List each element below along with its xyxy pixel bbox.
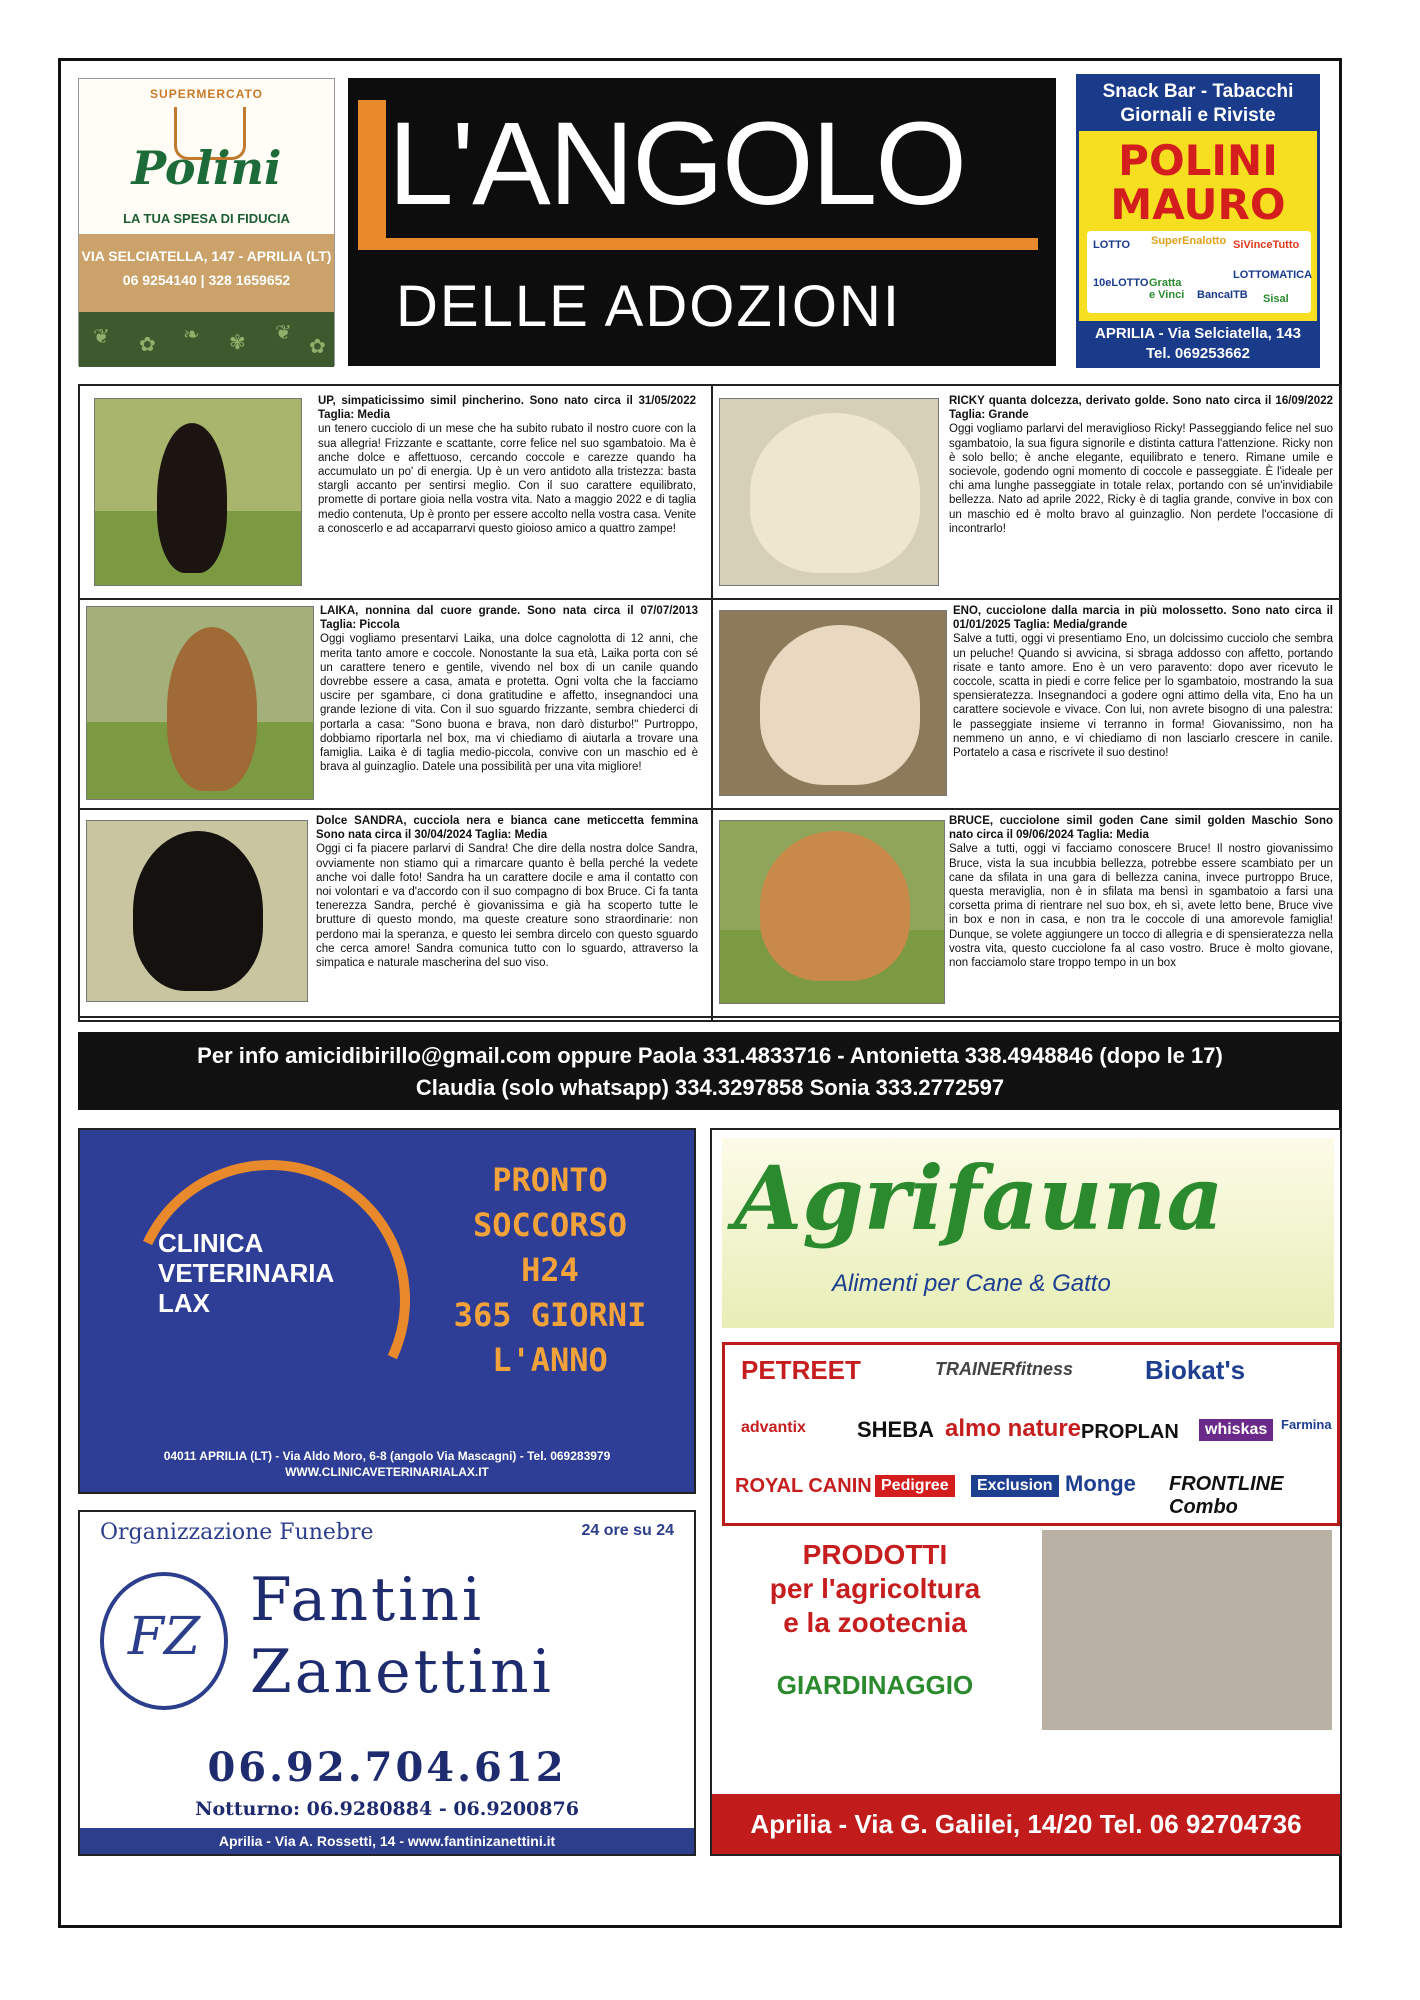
ad-tel: Tel. 069253662 [1146,345,1250,362]
ad-line1: Snack Bar - Tabacchi [1102,81,1294,102]
dog-card-up [80,386,709,596]
page-subtitle: DELLE ADOZIONI [396,274,902,339]
dog-card-laika [80,598,709,806]
game-logo: 10eLOTTO [1093,277,1149,289]
game-logo: LOTTOMATICA [1233,269,1313,281]
game-logo: Sisal [1263,293,1289,305]
shop-photo [1042,1530,1332,1730]
agri-prod4: GIARDINAGGIO [776,1670,974,1700]
dog-card-bruce [713,808,1342,1014]
brand-logo: advantix [741,1419,806,1436]
brand-logo: SHEBA [857,1417,935,1442]
vet-name2: VETERINARIA [158,1258,335,1288]
polini-supermarket-ad [78,78,335,366]
dog-card-sandra [80,808,709,1014]
fz-notturno: Notturno: 06.9280884 - 06.9200876 [195,1798,579,1820]
agri-slogan: Alimenti per Cane & Gatto [832,1270,1111,1297]
dog-description [953,604,1333,760]
brand-logo: PETREET [741,1355,861,1385]
vet-ps1: PRONTO [492,1161,608,1199]
contact-line1: Per info amicidibirillo@gmail.com oppure Paola 331.4833716 - Antonietta 338.4948846 (dopo le 17) [197,1043,1223,1068]
brand-logo: Farmina [1281,1417,1332,1432]
dog-photo [86,606,314,800]
game-logo: Gratta e Vinci [1149,277,1185,301]
dog-title: RICKY quanta dolcezza, derivato golde. Sono nato circa il 16/09/2022 Taglia: Grande [949,395,1333,422]
dog-photo [94,398,302,586]
brand-logo: Pedigree [875,1475,955,1497]
contact-info-bar [78,1032,1342,1110]
dog-title: LAIKA, nonnina dal cuore grande. Sono nata circa il 07/07/2013 Taglia: Piccola [320,605,698,632]
dog-description [316,814,698,970]
brand-logo: FRONTLINE Combo [1169,1473,1284,1518]
dog-body: Salve a tutti, oggi vi presentiamo Eno, un dolcissimo cucciolo che sembra un peluche! Quando si avvicina, si sbraga addosso con affetto, portando risate e tanto amore. Eno è un vero paravento: dopo aver ricevuto le coccole, scatta in piedi e corre felice per lo sgambatoio, mostrando la sua spensieratezza. Insegnandoci a godere ogni attimo della vita, Eno ha un carattere socievole e vivace. Con lui, non avrete bisogno di una palestra: le passeggiate insieme vi terranno in forma! Giovanissimo, non ha nemmeno un anno, e vi chiediamo di non lasciarlo crescere in canile. Portatelo a casa e riscrivete il suo destino! [953,633,1333,760]
dog-title: ENO, cucciolone dalla marcia in più molossetto. Sono nato circa il 01/01/2025 Taglia: Media/grande [953,605,1333,632]
fz-org: Organizzazione Funebre [100,1520,374,1545]
dog-card-eno [713,598,1342,806]
vet-web: WWW.CLINICAVETERINARIALAX.IT [285,1465,489,1479]
brand-logos [722,1342,1340,1526]
brand-logo: almo nature [945,1415,1082,1442]
brand-logo: Exclusion [971,1475,1059,1497]
dog-card-ricky [713,386,1342,596]
game-logo: BancaITB [1197,289,1248,301]
game-logo: LOTTO [1093,239,1131,251]
brand-logo: Monge [1065,1471,1136,1496]
dog-description [949,394,1333,536]
dog-body: Oggi vogliamo parlarvi del meraviglioso Ricky! Passeggiando felice nel suo sgambatoio, la sua figura signorile e distinta cattura l'attenzione. Ricky non è solo bello; è anche elegante, equilibrato e tenero. Rimane umile e socievole, godendo ogni momento di coccole e passeggiate. È l'ideale per chi ama lunghe passeggiate in totale relax, portando con sé un'invidiabile bellezza. Nato ad aprile 2022, Ricky è di taglia grande, convive in box con un maschio ed è molto bravo al guinzaglio. Non perdete l'occasione di incontrarlo! [949,423,1333,535]
agri-footer: Aprilia - Via G. Galilei, 14/20 Tel. 06 92704736 [712,1794,1340,1854]
ad-address: VIA SELCIATELLA, 147 - APRILIA (LT) [81,248,332,264]
fz-h24: 24 ore su 24 [581,1522,674,1539]
dog-photo [719,610,947,796]
vet-ps5: L'ANNO [492,1341,608,1379]
brand-logo: ROYAL CANIN [735,1475,872,1497]
dog-body: un tenero cucciolo di un mese che ha subito rubato il nostro cuore con la sua allegria! Frizzante e scattante, corre felice nel suo sgambatoio. Ma è anche dolce e affettuoso, cercando coccole e carezze quando ha accumulato un po' di energia. Up è un vero antidoto alla tristezza: basta stargli accanto per sentirsi meglio. Con il suo carattere equilibrato, promette di portare gioia nella vostra vita. Nato a maggio 2022 e di taglia medio contenuta, Up è pronto per essere accolto nella vostra casa. Venite a conoscerlo e ad accaparrarvi questo gioioso amico a quattro zampe! [318,423,696,535]
ad-tagline: LA TUA SPESA DI FIDUCIA [123,211,290,226]
dog-photo [719,820,945,1004]
dog-body: Salve a tutti, oggi vi facciamo conoscere Bruce! Il nostro giovanissimo Bruce, vista la sua incubbia bellezza, potrebbe essere scambiato per un cane da sfilata in una gara di bellezza canina, invece purtroppo Bruce, questa meraviglia, non è in sfilata ma bensì in sgambatoio a farsi una corsetta prima di rientrare nel suo box, eh sì, avete letto bene, Bruce vive in box e non in casa, e non tra le coccole di una amorevole famiglia! Dunque, se volete aggiungere un tocco di allegria e di spensieratezza nella vostra vita, questo cucciolone fa al caso vostro. Bruce è molto giovane, non facciamolo stare troppo tempo in un box [949,843,1333,970]
vet-ps2: SOCCORSO [472,1206,628,1244]
contact-line2: Claudia (solo whatsapp) 334.3297858 Sonia 333.2772597 [415,1075,1005,1100]
vet-name1: CLINICA [158,1228,264,1258]
agri-prod2: per l'agricoltura [769,1573,981,1604]
agri-brand: Agrifauna [734,1146,1224,1250]
fz-name1: Fantini [250,1565,485,1635]
dog-title: UP, simpaticissimo simil pincherino. Sono nato circa il 31/05/2022 Taglia: Media [318,395,696,422]
dog-photo [719,398,939,586]
ad-name1: POLINI [1118,136,1278,185]
dog-body: Oggi vogliamo presentarvi Laika, una dolce cagnolotta di 12 anni, che merita tanto amore e coccole. Nonostante la sua età, Laika porta con sé un carattere tenero e gentile, vivendo nel box di un canile quando dovrebbe essere a casa, amata e protetta. Ogni volta che la facciamo uscire per sgambare, ci dona gratitudine e affetto, insegnandoci una grande lezione di vita. Con il suo sguardo frizzante, sembra chiederci di portarla a casa: "Sono buona e brava, non darò disturbo!" Purtroppo, dobbiamo riportarla nel box, ma vi chiediamo di aiutarla a trovare una famiglia. Laika è di taglia medio-piccola, convive con un maschio ed è brava al guinzaglio. Datele una possibilità per una vita migliore! [320,633,698,774]
dog-description [949,814,1333,970]
polini-mauro-ad [1076,74,1320,368]
fantini-zanettini-ad [78,1510,696,1856]
brand-logo: whiskas [1199,1419,1273,1441]
ad-phones: 06 9254140 | 328 1659652 [122,272,291,288]
page-title: L'ANGOLO [388,98,966,230]
agri-prod3: e la zootecnia [783,1607,967,1638]
vet-ps4: 365 GIORNI [453,1296,647,1334]
brand-logo: Biokat's [1145,1355,1246,1385]
ad-address: APRILIA - Via Selciatella, 143 [1095,325,1301,342]
brand-logo: TRAINERfitness [935,1359,1074,1379]
vet-address: 04011 APRILIA (LT) - Via Aldo Moro, 6-8 (angolo Via Mascagni) - Tel. 069283979 [163,1449,611,1463]
dog-description [318,394,696,536]
dog-photo [86,820,308,1002]
vet-ps3: H24 [521,1251,579,1289]
ad-brand: Polini [131,141,282,195]
vegetable-pattern: ❦ ✿ ❧ ✾ ❦ ✿ [79,312,334,367]
clinica-veterinaria-ad [78,1128,696,1494]
angolo-adozioni-logo [348,78,1056,366]
fz-tel: 06.92.704.612 [207,1744,567,1791]
fz-name2: Zanettini [250,1637,554,1707]
agri-prod1: PRODOTTI [802,1539,948,1570]
vet-name3: LAX [158,1288,210,1318]
agrifauna-ad [710,1128,1342,1856]
dog-description [320,604,698,774]
game-logo: SuperEnalotto [1151,235,1227,247]
dog-title: Dolce SANDRA, cucciola nera e bianca cane meticcetta femmina Sono nata circa il 30/04/2024 Taglia: Media [316,815,698,842]
dog-body: Oggi ci fa piacere parlarvi di Sandra! Che dire della nostra dolce Sandra, ovviamente non stiamo qui a rimarcare quanto è bella perché la vedete anche voi dalle foto! Sandra ha un carattere docile e ama il contatto con noi volontari e va d'accordo con il suo compagno di box Bruce. Ci fa tanta tenerezza Sandra, perché è giovanissima e già ha scoperto tutte le brutture di questo mondo, ma queste creature sono straordinarie: non perdono mai la speranza, e questo lei sembra dircelo con questo sguardo che cerca amore! Sandra comunica tutto con lo sguardo, attraverso la simpatica e naturale mascherina del suo viso. [316,843,698,970]
games-logos [1087,231,1311,313]
fz-footer: Aprilia - Via A. Rossetti, 14 - www.fantinizanettini.it [80,1828,694,1854]
brand-logo: PROPLAN [1081,1421,1179,1443]
game-logo: SiVinceTutto [1233,239,1300,251]
dog-title: BRUCE, cucciolone simil goden Cane simil golden Maschio Sono nato circa il 09/06/2024 Taglia: Media [949,815,1333,842]
fz-monogram: FZ [100,1572,228,1710]
ad-line2: Giornali e Riviste [1120,105,1276,126]
ad-super-label: SUPERMERCATO [150,87,263,101]
ad-name2: MAURO [1110,180,1286,229]
